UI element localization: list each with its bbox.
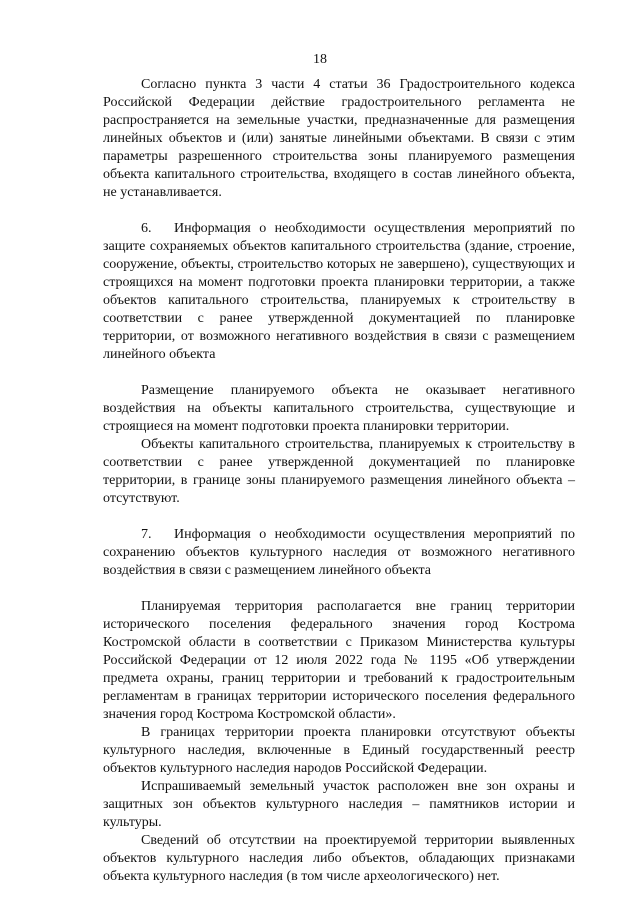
paragraph-no-identified-objects: Сведений об отсутствии на проектируемой территории выявленных объектов культурного наследия либо объектов, обладающих признаками объекта культурного наследия (в том числе археологического) нет. xyxy=(103,833,575,884)
paragraph-no-cultural-heritage: В границах территории проекта планировки отсутствуют объекты культурного наследия, включенные в Единый государственный реестр объектов культурного наследия народов Российской Федерации. xyxy=(103,725,575,776)
paragraph-planned-objects-absent: Объекты капитального строительства, планируемых к строительству в соответствии с ранее утвержденной документацией по планировке территории, в границе зоны планируемого размещения линейного объекта – отсутствуют. xyxy=(103,437,575,506)
paragraph-urban-planning-regulation: Согласно пункта 3 части 4 статьи 36 Градостроительного кодекса Российской Федерации действие градостроительного регламента не распространяется на земельные участки, предназначенные для размещения линейных объектов и (или) занятые линейными объектами. В связи с этим параметры разрешенного строительства зоны планируемого размещения объекта капитального строительства, входящего в состав линейного объекта, не устанавливается. xyxy=(103,77,575,200)
section-heading-text: Информация о необходимости осуществления мероприятий по защите сохраняемых объектов капитального строительства (здание, строение, сооружение, объекты, строительство которых не завершено), существующих и строящихся на момент подготовки проекта планировки территории, а также объектов капитального строительства, планируемых к строительству в соответствии с ранее утвержденной документацией по планировке территории, от возможного негативного воздействия в связи с размещением линейного объекта xyxy=(103,221,575,362)
document-body xyxy=(103,76,575,886)
section-heading-7 xyxy=(103,526,575,580)
section-heading-text: Информация о необходимости осуществления мероприятий по сохранению объектов культурного наследия от возможного негативного воздействия в связи с размещением линейного объекта xyxy=(103,527,575,578)
paragraph-no-negative-impact: Размещение планируемого объекта не оказывает негативного воздействия на объекты капитального строительства, существующие и строящиеся на момент подготовки проекта планировки территории. xyxy=(103,383,575,434)
section-heading-6 xyxy=(103,220,575,364)
paragraph-historic-settlement: Планируемая территория располагается вне границ территории исторического поселения федерального значения город Кострома Костромской области в соответствии с Приказом Министерства культуры Российской Федерации от 12 июля 2022 года № 1195 «Об утверждении предмета охраны, границ территории и требований к градостроительным регламентам в границах территории исторического поселения федерального значения город Кострома Костромской области». xyxy=(103,599,575,722)
section-number: 6. xyxy=(141,221,152,236)
page-number: 18 xyxy=(313,52,327,67)
section-number: 7. xyxy=(141,527,152,542)
paragraph-outside-protection-zones: Испрашиваемый земельный участок расположен вне зон охраны и защитных зон объектов культурного наследия – памятников истории и культуры. xyxy=(103,779,575,830)
